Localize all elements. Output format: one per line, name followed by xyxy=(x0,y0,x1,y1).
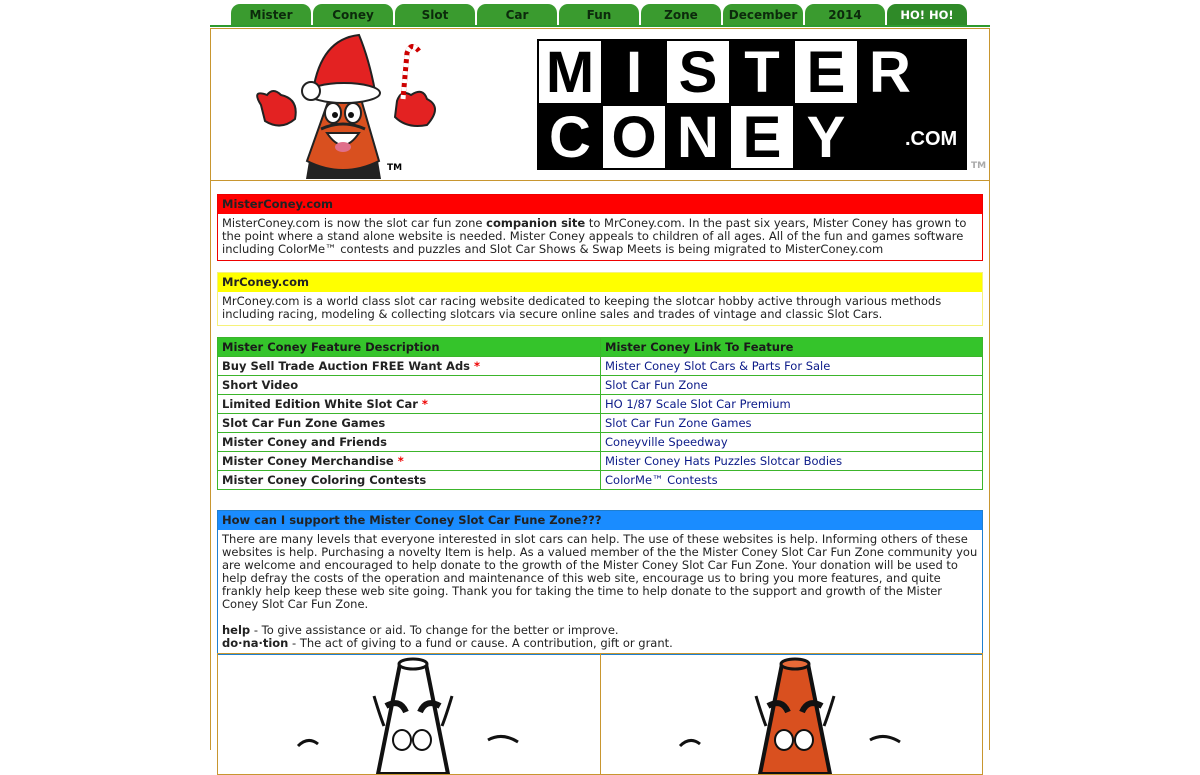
mascot-tm-mark: TM xyxy=(387,163,403,173)
cone-divider xyxy=(600,654,601,774)
feature-link-cell xyxy=(601,376,983,395)
misterconey-section xyxy=(217,194,983,261)
feature-link[interactable]: Mister Coney Hats Puzzles Slotcar Bodies xyxy=(605,454,843,468)
feature-link[interactable]: ColorMe™ Contests xyxy=(605,473,718,487)
logo-letter: C xyxy=(549,105,591,170)
mister-coney-logo[interactable] xyxy=(537,39,967,170)
feature-row xyxy=(218,471,983,490)
feature-row xyxy=(218,414,983,433)
feature-link-cell xyxy=(601,357,983,376)
feature-row xyxy=(218,357,983,376)
logo-letter: N xyxy=(677,105,719,170)
features-table xyxy=(217,337,983,490)
feature-link-cell xyxy=(601,395,983,414)
tab-fun[interactable]: Fun xyxy=(559,4,639,27)
tab-underline xyxy=(210,25,990,27)
feature-description: Short Video xyxy=(218,376,601,395)
logo-row-2 xyxy=(539,105,857,170)
feature-link-cell xyxy=(601,433,983,452)
misterconey-title: MisterConey.com xyxy=(218,195,982,214)
site-header xyxy=(210,28,990,181)
feature-link[interactable]: Mister Coney Slot Cars & Parts For Sale xyxy=(605,359,831,373)
tab-ho-ho-ho[interactable]: HO! HO! xyxy=(887,4,967,27)
logo-letter: I xyxy=(625,40,643,105)
required-star: * xyxy=(421,397,428,411)
logo-letter: O xyxy=(611,105,657,170)
tab-mister[interactable]: Mister xyxy=(231,4,311,27)
logo-letter: E xyxy=(806,40,846,105)
feature-link[interactable]: Slot Car Fun Zone Games xyxy=(605,416,752,430)
feature-description: Mister Coney Coloring Contests xyxy=(218,471,601,490)
feature-row xyxy=(218,376,983,395)
feature-link-cell xyxy=(601,452,983,471)
feature-description: Mister Coney Merchandise * xyxy=(218,452,601,471)
feature-link[interactable]: Coneyville Speedway xyxy=(605,435,728,449)
mrconey-body: MrConey.com is a world class slot car racing website dedicated to keeping the slotcar hobby active through various methods including racing, modeling & collecting slotcars via secure online sales and trades of vintage and classic Slot Cars. xyxy=(222,294,942,321)
logo-suffix: .COM xyxy=(905,128,958,150)
logo-letter: E xyxy=(742,105,782,170)
mrconey-section xyxy=(217,272,983,326)
support-title: How can I support the Mister Coney Slot Car Fune Zone??? xyxy=(218,511,982,530)
misterconey-body: MisterConey.com is now the slot car fun zone companion site to MrConey.com. In the past six years, Mister Coney has grown to the point where a stand alone website is needed. Mister Coney appeals to children of all ages. All of the fun and games software including ColorMe™ contests and puzzles and Slot Car Shows & Swap Meets is being migrated to MisterConey.com xyxy=(222,216,967,256)
logo-letter: M xyxy=(545,40,595,105)
feature-description: Slot Car Fun Zone Games xyxy=(218,414,601,433)
main-content xyxy=(210,180,990,750)
orange-cone-icon[interactable] xyxy=(670,656,920,774)
feature-description: Limited Edition White Slot Car * xyxy=(218,395,601,414)
logo-letter: Y xyxy=(806,105,846,170)
support-section xyxy=(217,510,983,655)
white-cone-icon[interactable] xyxy=(288,656,538,774)
feature-description: Buy Sell Trade Auction FREE Want Ads * xyxy=(218,357,601,376)
feature-row xyxy=(218,433,983,452)
logo-letter: R xyxy=(869,40,911,105)
feature-link[interactable]: Slot Car Fun Zone xyxy=(605,378,708,392)
required-star: * xyxy=(474,359,481,373)
feature-row xyxy=(218,395,983,414)
tab-coney[interactable]: Coney xyxy=(313,4,393,27)
tab-zone[interactable]: Zone xyxy=(641,4,721,27)
feature-description: Mister Coney and Friends xyxy=(218,433,601,452)
features-col-desc: Mister Coney Feature Description xyxy=(218,338,601,357)
santa-cone-mascot-icon[interactable] xyxy=(251,29,441,180)
tab-car[interactable]: Car xyxy=(477,4,557,27)
feature-link[interactable]: HO 1/87 Scale Slot Car Premium xyxy=(605,397,791,411)
cone-images-row xyxy=(217,653,983,775)
feature-link-cell xyxy=(601,414,983,433)
feature-row xyxy=(218,452,983,471)
logo-letter: T xyxy=(744,40,780,105)
support-body: There are many levels that everyone interested in slot cars can help. The use of these websites is help. Informing others of these websites is help. Purchasing a novelty Item is help. As a valued member of the the Mister Coney Slot Car Fun Zone community you are welcome and encouraged to help donate to the growth of the Mister Coney Slot Car Fun Zone. Your donation will be used to help defray the costs of the operation and maintenance of this web site, encourage us to bring you more features, and quite frankly help keep these web site going. Thank you for taking the time to help donate to the support and growth of the Mister Coney Slot Car Fun Zone. help - To give assistance or aid. To change for the better or improve. do·na·tion - The act of giving to a fund or cause. A contribution, gift or grant. xyxy=(222,532,978,650)
required-star: * xyxy=(397,454,404,468)
top-nav-tabs xyxy=(210,0,990,28)
tab-2014[interactable]: 2014 xyxy=(805,4,885,27)
tab-slot[interactable]: Slot xyxy=(395,4,475,27)
mrconey-title: MrConey.com xyxy=(218,273,982,292)
tab-december[interactable]: December xyxy=(723,4,803,27)
features-col-link: Mister Coney Link To Feature xyxy=(601,338,983,357)
logo-tm-mark: TM xyxy=(971,161,987,171)
feature-link-cell xyxy=(601,471,983,490)
logo-letter: S xyxy=(678,40,718,105)
